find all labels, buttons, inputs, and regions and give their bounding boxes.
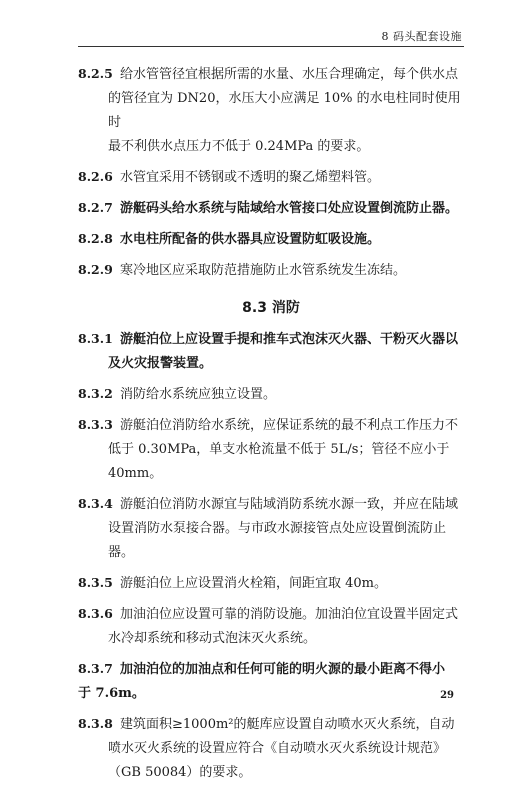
clause-text-line: 水冷却系统和移动式泡沫灭火系统。 xyxy=(108,631,317,646)
clause-8-2-9 xyxy=(78,258,464,283)
clause-number: 8.2.8 xyxy=(78,231,113,246)
clause-text-line: 水电柱所配备的供水器具应设置防虹吸设施。 xyxy=(120,232,381,247)
clause-number: 8.3.7 xyxy=(78,661,113,676)
clause-text-line: 游艇码头给水系统与陆域给水管接口处应设置倒流防止器。 xyxy=(120,201,459,216)
clause-number: 8.2.9 xyxy=(78,262,113,277)
clause-number: 8.3.4 xyxy=(78,496,113,511)
page-number: 29 xyxy=(440,690,454,701)
clause-number: 8.3.5 xyxy=(78,575,113,590)
clause-8-3-2 xyxy=(78,382,464,407)
clause-number: 8.3.2 xyxy=(78,386,113,401)
clause-8-2-6 xyxy=(78,165,464,190)
clause-8-3-4 xyxy=(78,492,464,565)
clause-text-line: 及火灾报警装置。 xyxy=(108,356,213,371)
clause-text-line: 最不利供水点压力不低于 0.24MPa 的要求。 xyxy=(108,139,370,154)
clause-text-line: 游艇泊位消防给水系统，应保证系统的最不利点工作压力不 xyxy=(120,418,459,433)
clause-number: 8.3.8 xyxy=(78,716,113,731)
clause-number: 8.3.6 xyxy=(78,606,113,621)
clause-text-line: 给水管管径宜根据所需的水量、水压合理确定，每个供水点 xyxy=(120,67,459,82)
running-header: 8 码头配套设施 xyxy=(381,30,462,43)
clause-text-line: 的管径宜为 DN20，水压大小应满足 10% 的水电柱同时使用时 xyxy=(108,91,461,130)
clause-text-line: 建筑面积≥1000m²的艇库应设置自动喷水灭火系统，自动 xyxy=(120,717,455,732)
section-title: 8.3 消防 xyxy=(242,300,300,316)
clause-8-3-1 xyxy=(78,327,464,376)
clause-8-3-3 xyxy=(78,413,464,486)
clause-text-line: 设置消防水泵接合器。与市政水源接管点处应设置倒流防止器。 xyxy=(108,521,447,560)
clause-text-line: 低于 0.30MPa，单支水枪流量不低于 5L/s；管径不应小于 40mm。 xyxy=(108,442,450,481)
clause-text-line: 水管宜采用不锈钢或不透明的聚乙烯塑料管。 xyxy=(120,170,381,185)
clause-number: 8.2.6 xyxy=(78,169,113,184)
clause-number: 8.2.5 xyxy=(78,66,113,81)
clause-8-2-5 xyxy=(78,62,464,159)
clause-number: 8.3.3 xyxy=(78,417,113,432)
clause-8-2-7 xyxy=(78,196,464,221)
clause-text-line: 于 7.6m。 xyxy=(78,686,145,701)
clause-text-line: 游艇泊位上应设置消火栓箱，间距宜取 40m。 xyxy=(120,576,388,591)
clause-text-line: 游艇泊位上应设置手提和推车式泡沫灭火器、干粉灭火器以 xyxy=(120,332,459,347)
clause-text-line: 寒冷地区应采取防范措施防止水管系统发生冻结。 xyxy=(120,263,407,278)
clause-8-3-5 xyxy=(78,571,464,596)
clause-text-line: 加油泊位的加油点和任何可能的明火源的最小距离不得小 xyxy=(120,662,446,677)
clause-number: 8.2.7 xyxy=(78,200,113,215)
clause-text-line: 游艇泊位消防水源宜与陆域消防系统水源一致，并应在陆域 xyxy=(120,497,459,512)
clause-8-3-8 xyxy=(78,712,464,785)
page-body xyxy=(78,62,464,785)
header-rule xyxy=(78,46,464,47)
clause-text-line: 加油泊位应设置可靠的消防设施。加油泊位宜设置半固定式 xyxy=(120,607,459,622)
clause-text-line: 消防给水系统应独立设置。 xyxy=(120,387,277,402)
clause-text-line: 喷水灭火系统的设置应符合《自动喷水灭火系统设计规范》 xyxy=(108,741,447,756)
clause-number: 8.3.1 xyxy=(78,331,113,346)
clause-text-line: （GB 50084）的要求。 xyxy=(108,765,252,780)
clause-8-3-6 xyxy=(78,602,464,651)
clause-8-3-7 xyxy=(78,657,464,706)
clause-8-2-8 xyxy=(78,227,464,252)
